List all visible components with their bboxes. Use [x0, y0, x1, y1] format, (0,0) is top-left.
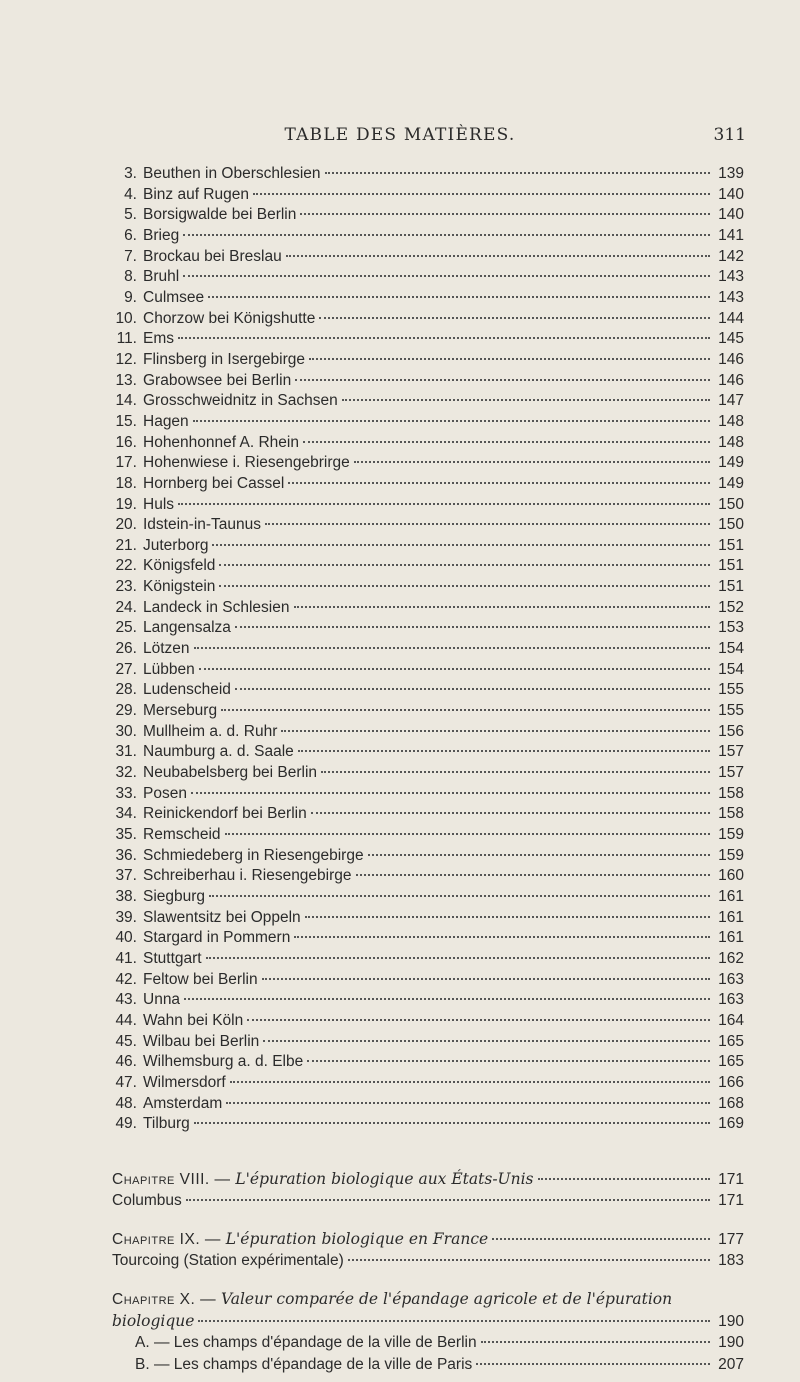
- entry-label: Hornberg bei Cassel: [143, 474, 285, 492]
- entry-page: 143: [718, 288, 744, 306]
- chapter-x-prefix: Chapitre X. —: [112, 1291, 221, 1308]
- toc-entry: [112, 310, 744, 331]
- entry-number: 33.: [115, 784, 137, 802]
- entry-page: 141: [718, 226, 744, 244]
- entry-label: Binz auf Rugen: [143, 185, 249, 203]
- entry-number: 10.: [115, 309, 137, 327]
- entry-label: Neubabelsberg bei Berlin: [143, 764, 318, 782]
- toc-entry: [112, 1115, 744, 1136]
- entry-page: 166: [718, 1073, 744, 1091]
- berlin-fields-label: A. — Les champs d'épandage de la ville de Berlin: [135, 1334, 477, 1351]
- entry-label: Feltow bei Berlin: [143, 970, 258, 988]
- entry-number: 20.: [115, 516, 137, 534]
- entry-number: 46.: [115, 1053, 137, 1071]
- toc-entry: [112, 557, 744, 578]
- entry-page: 163: [718, 991, 744, 1009]
- entry-number: 39.: [115, 908, 137, 926]
- entry-label: Unna: [143, 991, 181, 1009]
- entry-label: Beuthen in Oberschlesien: [143, 165, 321, 182]
- entry-page: 151: [718, 578, 744, 596]
- dot-leader: [194, 1122, 710, 1124]
- entry-label: Chorzow bei Königshutte: [143, 309, 316, 327]
- paris-fields-page: 207: [718, 1356, 744, 1373]
- entry-number: 40.: [115, 929, 137, 947]
- chapter-x-title-line2: biologique: [112, 1312, 195, 1330]
- toc-entry: [112, 599, 744, 620]
- toc-entry: [112, 743, 744, 764]
- toc-entry: [112, 454, 744, 475]
- dot-leader: [300, 213, 710, 215]
- chapter-x-page: 190: [718, 1313, 744, 1330]
- dot-leader: [294, 936, 710, 938]
- columbus-label: Columbus: [112, 1192, 182, 1209]
- dot-leader: [286, 255, 710, 257]
- toc-entry: [112, 186, 744, 207]
- entry-number: 42.: [115, 970, 137, 988]
- toc-entry: [112, 1033, 744, 1054]
- entry-number: 11.: [116, 330, 137, 348]
- chapter-x-entry: [112, 1290, 744, 1334]
- toc-entry: [112, 330, 744, 351]
- dot-leader: [321, 771, 710, 773]
- entry-label: Grosschweidnitz in Sachsen: [143, 392, 338, 410]
- chapter-x-sub-b-entry: [112, 1356, 744, 1378]
- dot-leader: [298, 750, 710, 752]
- dot-leader: [230, 1081, 710, 1083]
- entry-number: 15.: [115, 412, 137, 430]
- entry-page: 140: [718, 185, 744, 203]
- dot-leader: [209, 895, 710, 897]
- toc-entry: [112, 434, 744, 455]
- entry-number: 4.: [124, 185, 137, 203]
- dot-leader: [288, 482, 710, 484]
- entry-page: 156: [718, 722, 744, 740]
- toc-entry: [112, 867, 744, 888]
- entry-number: 49.: [115, 1115, 137, 1133]
- toc-entry-list: [112, 165, 744, 1136]
- entry-page: 158: [718, 805, 744, 823]
- entry-number: 12.: [115, 350, 137, 368]
- dot-leader: [263, 1040, 710, 1042]
- entry-number: 34.: [115, 805, 137, 823]
- entry-number: 31.: [115, 743, 137, 761]
- entry-page: 150: [718, 495, 744, 513]
- entry-number: 13.: [115, 371, 137, 389]
- tourcoing-page: 183: [718, 1252, 744, 1269]
- dot-leader: [348, 1259, 710, 1261]
- entry-label: Hohenwiese i. Riesengebrirge: [143, 454, 350, 472]
- entry-page: 145: [718, 330, 744, 348]
- entry-page: 140: [718, 206, 744, 224]
- entry-page: 157: [718, 764, 744, 782]
- entry-label: Hagen: [143, 412, 189, 430]
- toc-entry: [112, 640, 744, 661]
- entry-number: 32.: [115, 764, 137, 782]
- toc-entry: [112, 1095, 744, 1116]
- toc-entry: [112, 165, 744, 186]
- entry-number: 44.: [115, 1011, 137, 1029]
- toc-entry: [112, 496, 744, 517]
- entry-page: 149: [718, 474, 744, 492]
- toc-entry: [112, 1074, 744, 1095]
- entry-number: 47.: [115, 1073, 137, 1091]
- dot-leader: [307, 1060, 710, 1062]
- entry-label: Wilmersdorf: [143, 1073, 226, 1091]
- entry-label: Amsterdam: [143, 1094, 223, 1112]
- entry-page: 151: [718, 536, 744, 554]
- toc-entry: [112, 413, 744, 434]
- entry-page: 155: [718, 702, 744, 720]
- toc-entry: [112, 888, 744, 909]
- entry-page: 146: [718, 350, 744, 368]
- entry-number: 22.: [115, 557, 137, 575]
- dot-leader: [235, 688, 710, 690]
- chapter-x-title-line1: Valeur comparée de l'épandage agricole et de l'épuration: [220, 1290, 673, 1308]
- dot-leader: [476, 1363, 710, 1365]
- entry-page: 169: [718, 1115, 744, 1133]
- page-number: 311: [713, 125, 746, 145]
- entry-number: 38.: [115, 887, 137, 905]
- chapter-viii-entry: [112, 1170, 744, 1192]
- entry-number: 41.: [115, 949, 137, 967]
- dot-leader: [178, 337, 710, 339]
- berlin-fields-page: 190: [718, 1334, 744, 1351]
- entry-label: Grabowsee bei Berlin: [143, 371, 292, 389]
- entry-number: 19.: [115, 495, 137, 513]
- entry-label: Langensalza: [143, 619, 231, 637]
- toc-entry: [112, 1012, 744, 1033]
- columbus-page: 171: [718, 1192, 744, 1209]
- entry-label: Huls: [143, 495, 175, 513]
- dot-leader: [305, 916, 710, 918]
- dot-leader: [194, 647, 710, 649]
- dot-leader: [319, 317, 710, 319]
- dot-leader: [265, 523, 710, 525]
- entry-number: 35.: [115, 826, 137, 843]
- entry-number: 9.: [124, 288, 137, 306]
- entry-label: Borsigwalde bei Berlin: [143, 206, 297, 224]
- entry-label: Posen: [143, 784, 187, 802]
- entry-label: Merseburg: [143, 702, 218, 720]
- dot-leader: [219, 564, 710, 566]
- entry-page: 163: [718, 970, 744, 988]
- entry-number: 17.: [115, 454, 137, 472]
- paris-fields-label: B. — Les champs d'épandage de la ville de Paris: [135, 1356, 473, 1373]
- entry-page: 161: [718, 908, 744, 926]
- toc-entry: [112, 909, 744, 930]
- dot-leader: [247, 1019, 710, 1021]
- toc-entry: [112, 991, 744, 1012]
- chapter-viii-sub-entry: [112, 1192, 744, 1214]
- dot-leader: [184, 998, 710, 1000]
- chapter-ix-sub-entry: [112, 1252, 744, 1274]
- entry-page: 150: [718, 516, 744, 534]
- entry-number: 28.: [115, 681, 137, 699]
- entry-label: Königsfeld: [143, 557, 216, 575]
- entry-label: Ludenscheid: [143, 681, 231, 699]
- dot-leader: [309, 358, 710, 360]
- entry-number: 27.: [115, 660, 137, 678]
- entry-number: 21.: [115, 536, 137, 554]
- entry-number: 48.: [115, 1094, 137, 1112]
- dot-leader: [193, 420, 710, 422]
- toc-entry: [112, 537, 744, 558]
- entry-label: Stargard in Pommern: [143, 929, 291, 947]
- entry-page: 155: [718, 681, 744, 699]
- dot-leader: [368, 854, 710, 856]
- entry-page: 165: [718, 1053, 744, 1071]
- chapter-ix-page: 177: [718, 1231, 744, 1248]
- chapter-ix-entry: [112, 1230, 744, 1252]
- entry-label: Idstein-in-Taunus: [143, 516, 262, 534]
- chapter-viii-prefix: Chapitre VIII. —: [112, 1171, 236, 1188]
- dot-leader: [281, 730, 710, 732]
- toc-entry: [112, 475, 744, 496]
- entry-number: 3.: [124, 165, 137, 182]
- entry-number: 29.: [115, 702, 137, 720]
- entry-label: Siegburg: [143, 887, 206, 905]
- entry-page: 154: [718, 660, 744, 678]
- entry-label: Slawentsitz bei Oppeln: [143, 908, 301, 926]
- toc-entry: [112, 578, 744, 599]
- toc-entry: [112, 206, 744, 227]
- dot-leader: [226, 1102, 710, 1104]
- entry-label: Ems: [143, 330, 174, 348]
- entry-label: Brieg: [143, 226, 180, 244]
- dot-leader: [538, 1178, 710, 1180]
- entry-page: 143: [718, 268, 744, 286]
- toc-entry: [112, 805, 744, 826]
- toc-entry: [112, 661, 744, 682]
- entry-number: 45.: [115, 1032, 137, 1050]
- dot-leader: [354, 461, 710, 463]
- entry-page: 164: [718, 1011, 744, 1029]
- toc-entry: [112, 929, 744, 950]
- dot-leader: [212, 544, 710, 546]
- entry-page: 148: [718, 412, 744, 430]
- dot-leader: [235, 626, 710, 628]
- dot-leader: [206, 957, 710, 959]
- dot-leader: [295, 379, 710, 381]
- dot-leader: [492, 1238, 710, 1240]
- entry-page: 149: [718, 454, 744, 472]
- dot-leader: [183, 275, 710, 277]
- entry-label: Königstein: [143, 578, 216, 596]
- dot-leader: [219, 585, 710, 587]
- dot-leader: [178, 503, 710, 505]
- entry-label: Brockau bei Breslau: [143, 247, 282, 265]
- chapter-ix-title: L'épuration biologique en France: [225, 1230, 489, 1248]
- entry-page: 157: [718, 743, 744, 761]
- entry-label: Lübben: [143, 660, 195, 678]
- entry-label: Schreiberhau i. Riesengebirge: [143, 867, 352, 885]
- entry-label: Stuttgart: [143, 949, 202, 967]
- entry-label: Remscheid: [143, 826, 221, 843]
- dot-leader: [199, 668, 710, 670]
- chapter-viii-page: 171: [718, 1171, 744, 1188]
- toc-entry: [112, 268, 744, 289]
- entry-label: Reinickendorf bei Berlin: [143, 805, 307, 823]
- toc-entry: [112, 351, 744, 372]
- entry-label: Wilhemsburg a. d. Elbe: [143, 1053, 304, 1071]
- entry-page: 152: [718, 598, 744, 616]
- entry-number: 5.: [124, 206, 137, 224]
- entry-page: 165: [718, 1032, 744, 1050]
- entry-page: 161: [718, 929, 744, 947]
- toc-entry: [112, 289, 744, 310]
- dot-leader: [294, 606, 711, 608]
- entry-number: 8.: [124, 268, 137, 286]
- entry-label: Wahn bei Köln: [143, 1011, 244, 1029]
- toc-entry: [112, 372, 744, 393]
- entry-page: 142: [718, 247, 744, 265]
- entry-label: Flinsberg in Isergebirge: [143, 350, 305, 368]
- dot-leader: [481, 1341, 710, 1343]
- entry-label: Mullheim a. d. Ruhr: [143, 722, 278, 740]
- dot-leader: [186, 1199, 710, 1201]
- entry-label: Landeck in Schlesien: [143, 598, 290, 616]
- toc-entry: [112, 971, 744, 992]
- chapter-ix-prefix: Chapitre IX. —: [112, 1231, 226, 1248]
- toc-entry: [112, 950, 744, 971]
- toc-entry: [112, 826, 744, 847]
- running-title: TABLE DES MATIÈRES.: [284, 125, 516, 145]
- entry-page: 153: [718, 619, 744, 637]
- entry-page: 159: [718, 826, 744, 843]
- entry-label: Wilbau bei Berlin: [143, 1032, 260, 1050]
- entry-number: 14.: [115, 392, 137, 410]
- entry-page: 158: [718, 784, 744, 802]
- entry-number: 16.: [115, 433, 137, 451]
- entry-page: 146: [718, 371, 744, 389]
- entry-label: Juterborg: [143, 536, 209, 554]
- dot-leader: [303, 441, 710, 443]
- entry-number: 30.: [115, 722, 137, 740]
- entry-number: 26.: [115, 640, 137, 658]
- tourcoing-label: Tourcoing (Station expérimentale): [112, 1252, 344, 1269]
- entry-page: 147: [718, 392, 744, 410]
- entry-page: 161: [718, 887, 744, 905]
- entry-number: 37.: [115, 867, 137, 885]
- entry-label: Lötzen: [143, 640, 190, 658]
- entry-label: Hohenhonnef A. Rhein: [143, 433, 299, 451]
- entry-number: 18.: [115, 474, 137, 492]
- dot-leader: [221, 709, 710, 711]
- entry-number: 43.: [115, 991, 137, 1009]
- entry-page: 139: [718, 165, 744, 182]
- toc-entry: [112, 227, 744, 248]
- dot-leader: [262, 978, 710, 980]
- dot-leader: [225, 833, 710, 835]
- toc-entry: [112, 702, 744, 723]
- entry-page: 151: [718, 557, 744, 575]
- entry-label: Schmiedeberg in Riesengebirge: [143, 846, 364, 864]
- entry-page: 162: [718, 949, 744, 967]
- entry-label: Bruhl: [143, 268, 180, 286]
- dot-leader: [253, 193, 710, 195]
- toc-entry: [112, 847, 744, 868]
- entry-page: 159: [718, 846, 744, 864]
- toc-entry: [112, 619, 744, 640]
- entry-page: 160: [718, 867, 744, 885]
- page-header: [0, 125, 800, 153]
- chapter-section: [112, 1170, 744, 1378]
- dot-leader: [198, 1320, 710, 1322]
- toc-entry: [112, 785, 744, 806]
- entry-number: 6.: [124, 226, 137, 244]
- entry-label: Naumburg a. d. Saale: [143, 743, 294, 761]
- entry-number: 36.: [115, 846, 137, 864]
- dot-leader: [356, 874, 710, 876]
- toc-entry: [112, 248, 744, 269]
- entry-number: 7.: [124, 247, 137, 265]
- toc-entry: [112, 723, 744, 744]
- chapter-x-sub-a-entry: [112, 1334, 744, 1356]
- entry-label: Tilburg: [143, 1115, 190, 1133]
- toc-entry: [112, 1053, 744, 1074]
- toc-entry: [112, 392, 744, 413]
- toc-entry: [112, 681, 744, 702]
- dot-leader: [342, 399, 710, 401]
- toc-entry: [112, 516, 744, 537]
- entry-page: 168: [718, 1094, 744, 1112]
- toc-entry: [112, 764, 744, 785]
- dot-leader: [325, 172, 710, 174]
- dot-leader: [208, 296, 710, 298]
- chapter-viii-title: L'épuration biologique aux États-Unis: [235, 1170, 534, 1188]
- entry-number: 25.: [115, 619, 137, 637]
- entry-page: 148: [718, 433, 744, 451]
- dot-leader: [311, 812, 710, 814]
- entry-page: 144: [718, 309, 744, 327]
- dot-leader: [191, 792, 710, 794]
- entry-label: Culmsee: [143, 288, 205, 306]
- entry-page: 154: [718, 640, 744, 658]
- dot-leader: [183, 234, 710, 236]
- entry-number: 23.: [115, 578, 137, 596]
- entry-number: 24.: [115, 598, 137, 616]
